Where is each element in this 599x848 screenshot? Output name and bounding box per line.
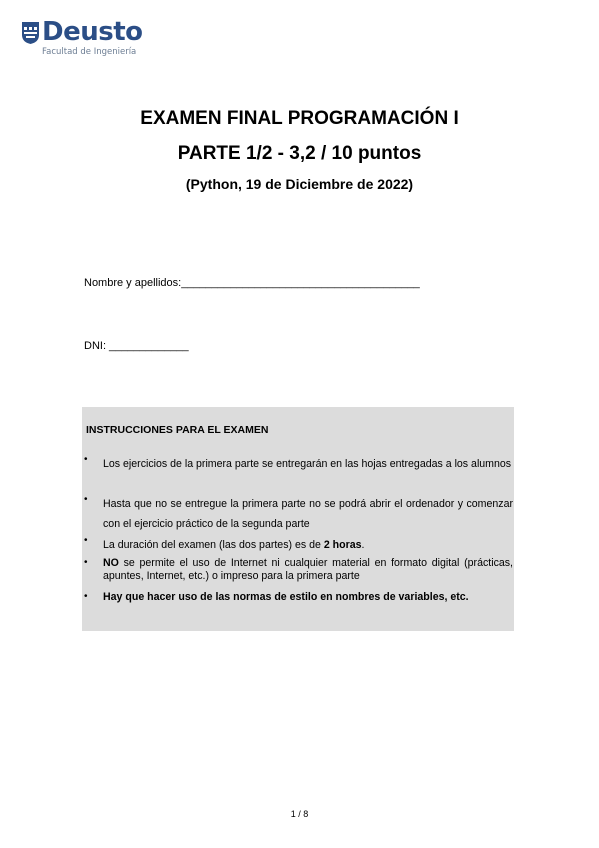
deusto-shield-icon xyxy=(22,22,39,44)
bullet-icon: • xyxy=(84,494,88,505)
instruction-text: Hay que hacer uso de las normas de estilo en nombres de variables, etc. xyxy=(103,591,469,603)
bullet-icon: • xyxy=(84,557,88,568)
instruction-text-start: La duración del examen (las dos partes) es de xyxy=(103,539,324,551)
name-field: Nombre y apellidos:_______________________________________ xyxy=(84,277,420,289)
instructions-title: INSTRUCCIONES PARA EL EXAMEN xyxy=(86,424,269,436)
bullet-icon: • xyxy=(84,535,88,546)
exam-date: (Python, 19 de Diciembre de 2022) xyxy=(185,176,414,192)
page-number: 1 / 8 xyxy=(290,809,309,819)
instruction-text xyxy=(103,557,513,583)
instruction-text-end: se permite el uso de Internet ni cualquier material en formato digital (prácticas, apuntes, Internet, etc.) o impreso para la primera parte xyxy=(103,557,513,582)
instruction-text xyxy=(103,535,513,555)
instruction-text: Los ejercicios de la primera parte se entregarán en las hojas entregadas a los alumnos xyxy=(103,458,512,470)
logo-subtitle: Facultad de Ingeniería xyxy=(42,47,137,57)
duration-value: 2 horas xyxy=(323,539,362,551)
dni-field: DNI: _____________ xyxy=(84,340,189,352)
logo-wordmark: Deusto xyxy=(42,17,143,47)
bullet-icon: • xyxy=(84,591,88,602)
exam-title: EXAMEN FINAL PROGRAMACIÓN I xyxy=(140,108,459,129)
deusto-logo xyxy=(22,18,152,62)
no-emphasis: NO xyxy=(103,557,119,569)
instruction-text-end: . xyxy=(361,539,365,551)
exam-part: PARTE 1/2 - 3,2 / 10 puntos xyxy=(177,143,422,164)
bullet-icon: • xyxy=(84,454,88,465)
instruction-text: Hasta que no se entregue la primera parte no se podrá abrir el ordenador y comenzar con el ejercicio práctico de la segunda parte xyxy=(103,498,513,530)
instructions-box xyxy=(82,407,514,631)
